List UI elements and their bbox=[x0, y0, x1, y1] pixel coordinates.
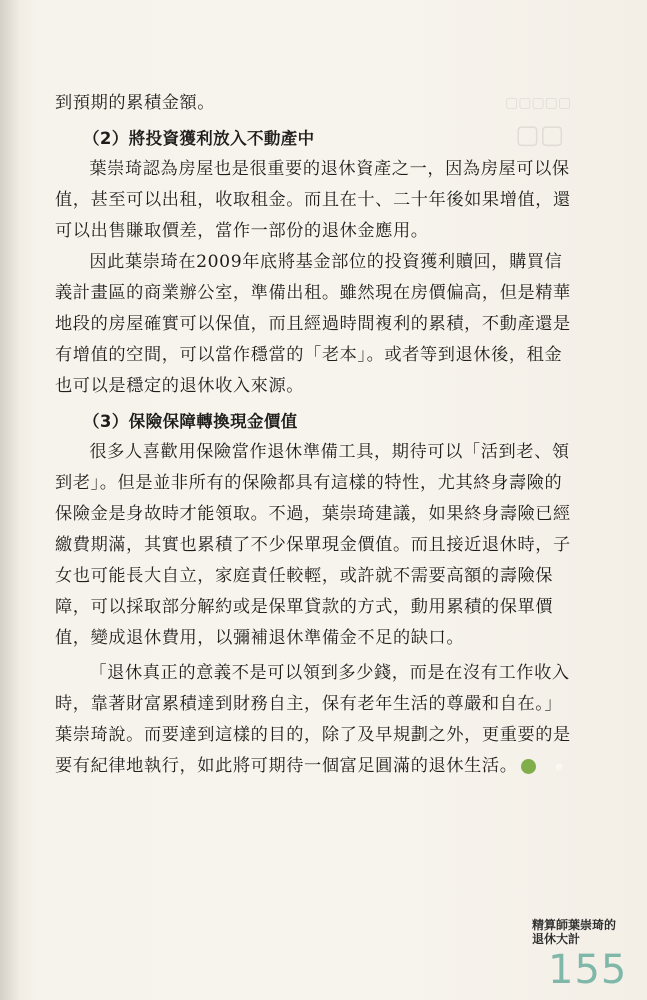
show-through: ▢▢ bbox=[515, 120, 565, 150]
section-heading-2: （2）將投資獲利放入不動產中 bbox=[83, 129, 315, 148]
article-body bbox=[55, 88, 575, 782]
book-title-line2: 退休大計 bbox=[532, 932, 581, 946]
running-footer-title bbox=[532, 918, 642, 946]
spine-shadow bbox=[0, 0, 20, 1000]
paragraph: 因此葉崇琦在2009年底將基金部位的投資獲利贖回，購買信義計畫區的商業辦公室，準備出租。雖然現在房價偏高，但是精華地段的房屋確實可以保值，而且經過時間複利的累積，不動產還是有增值的空間，可以當作穩當的「老本」。或者等到退休後，租金也可以是穩定的退休收入來源。 bbox=[55, 252, 571, 396]
closing-paragraph bbox=[55, 658, 575, 782]
closing-text: 「退休真正的意義不是可以領到多少錢，而是在沒有工作收入時，靠著財富累積達到財務自主，保有老年生活的尊嚴和自在。」葉崇琦說。而要達到這樣的目的，除了及早規劃之外，更重要的是要有紀律地執行，如此將可期待一個富足圓滿的退休生活。 bbox=[55, 663, 571, 776]
paragraph: 很多人喜歡用保險當作退休準備工具，期待可以「活到老、領到老」。但是並非所有的保險都具有這樣的特性，尤其終身壽險的保險金是身故時才能領取。不過，葉崇琦建議，如果終身壽險已經繳費期滿，其實也累積了不少保單現金價值。而且接近退休時，子女也可能長大自立，家庭責任較輕，或許就不需要高額的壽險保障，可以採取部分解約或是保單貸款的方式，動用累積的保單價值，變成退休費用，以彌補退休準備金不足的缺口。 bbox=[55, 442, 571, 648]
end-mark-icon: e bbox=[521, 759, 536, 774]
show-through: ▢▢▢▢▢ bbox=[505, 95, 572, 111]
paragraph: 葉崇琦認為房屋也是很重要的退休資產之一，因為房屋可以保值，甚至可以出租，收取租金。而且在十、二十年後如果增值，還可以出售賺取價差，當作一部份的退休金應用。 bbox=[55, 159, 571, 241]
book-title-line1: 精算師葉崇琦的 bbox=[532, 918, 617, 932]
paragraph-continuation: 到預期的累積金額。 bbox=[55, 93, 216, 113]
page-number: 155 bbox=[548, 947, 628, 993]
section-heading-3: （3）保險保障轉換現金價值 bbox=[83, 412, 298, 431]
